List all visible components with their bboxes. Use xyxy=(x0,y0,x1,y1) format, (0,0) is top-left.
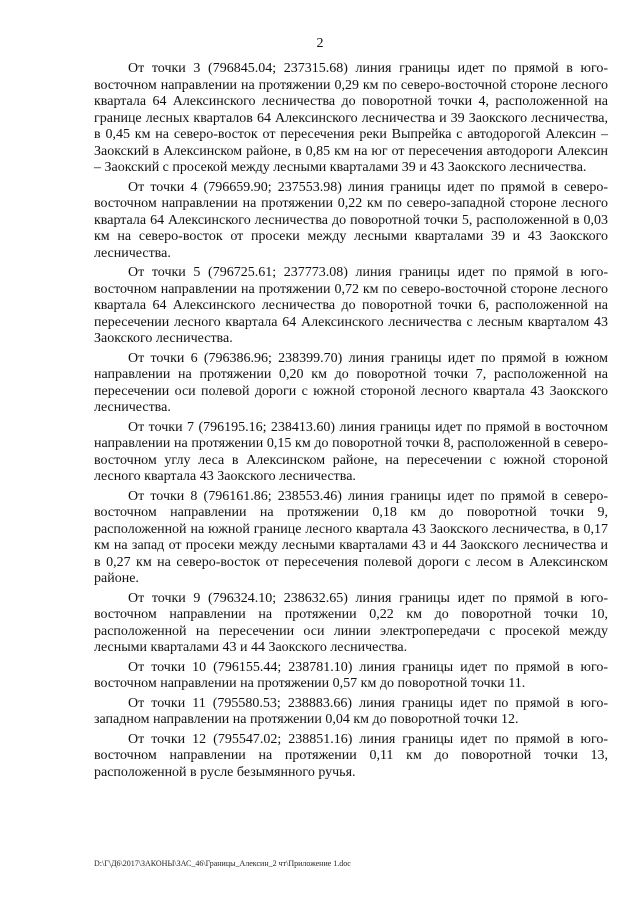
paragraph-point-5: От точки 5 (796725.61; 237773.08) линия границы идет по прямой в юго-восточном направлении на протяжении 0,72 км по северо-восточной стороне лесного квартала 64 Алексинского лесничества до поворотной точки 6, расположенной на пересечении лесного квартала 64 Алексинского лесничества с лесным кварталом 43 Заокского лесничества. xyxy=(94,265,608,346)
paragraph-point-10: От точки 10 (796155.44; 238781.10) линия границы идет по прямой в юго-восточном направлении на протяжении 0,57 км до поворотной точки 11. xyxy=(94,659,608,691)
paragraph-point-9: От точки 9 (796324.10; 238632.65) линия границы идет по прямой в юго-восточном направлении на протяжении 0,22 км до поворотной точки 10, расположенной на пересечении оси линии электропередачи с просекой между лесными кварталами 43 и 44 Заокского лесничества. xyxy=(94,590,608,655)
paragraph-point-6: От точки 6 (796386.96; 238399.70) линия границы идет по прямой в южном направлении на протяжении 0,20 км до поворотной точки 7, расположенной на пересечении оси полевой дороги с южной стороной лесного квартала 43 Заокского лесничества. xyxy=(94,350,608,415)
document-body xyxy=(94,61,608,784)
paragraph-point-11: От точки 11 (795580.53; 238883.66) линия границы идет по прямой в юго-западном направлении на протяжении 0,04 км до поворотной точки 12. xyxy=(94,695,608,727)
paragraph-point-4: От точки 4 (796659.90; 237553.98) линия границы идет по прямой в северо-восточном направлении на протяжении 0,22 км по северо-западной стороне лесного квартала 64 Алексинского лесничества до поворотной точки 5, расположенной в 0,03 км на северо-восток от просеки между лесными кварталами 39 и 43 Заокского лесничества. xyxy=(94,179,608,261)
page-number: 2 xyxy=(316,36,324,51)
paragraph-point-8: От точки 8 (796161.86; 238553.46) линия границы идет по прямой в северо-восточном направлении на протяжении 0,18 км до поворотной точки 9, расположенной на южной границе лесного квартала 43 Заокского лесничества, в 0,17 км на запад от просеки между лесными кварталами 43 и 44 Заокского лесничества и в 0,27 км на северо-восток от пересечения полевой дороги с лесом в Алексинском районе. xyxy=(94,488,608,586)
footer-file-path: D:\Г\Д6\2017\ЗАКОНЫ\ЗАС_46\Границы_Алексин_2 чт\Приложение 1.doc xyxy=(94,859,351,868)
paragraph-point-3: От точки 3 (796845.04; 237315.68) линия границы идет по прямой в юго-восточном направлении на протяжении 0,29 км по северо-восточной стороне лесного квартала 64 Алексинского лесничества до поворотной точки 4, расположенной на границе лесных кварталов 64 Алексинского лесничества и 39 Заокского лесничества, в 0,45 км на северо-восток от пересечения реки Выпрейка с автодорогой Алексин – Заокский в Алексинском районе, в 0,85 км на юг от пересечения автодороги Алексин – Заокский с просекой между лесными кварталами 39 и 43 Заокского лесничества. xyxy=(94,61,608,175)
paragraph-point-7: От точки 7 (796195.16; 238413.60) линия границы идет по прямой в восточном направлении на протяжении 0,15 км до поворотной точки 8, расположенной в северо-восточном углу леса в Алексинском районе, на пересечении с южной стороной лесного квартала 43 Заокского лесничества. xyxy=(94,419,608,484)
paragraph-point-12: От точки 12 (795547.02; 238851.16) линия границы идет по прямой в юго-восточном направлении на протяжении 0,11 км до поворотной точки 13, расположенной в русле безымянного ручья. xyxy=(94,731,608,780)
